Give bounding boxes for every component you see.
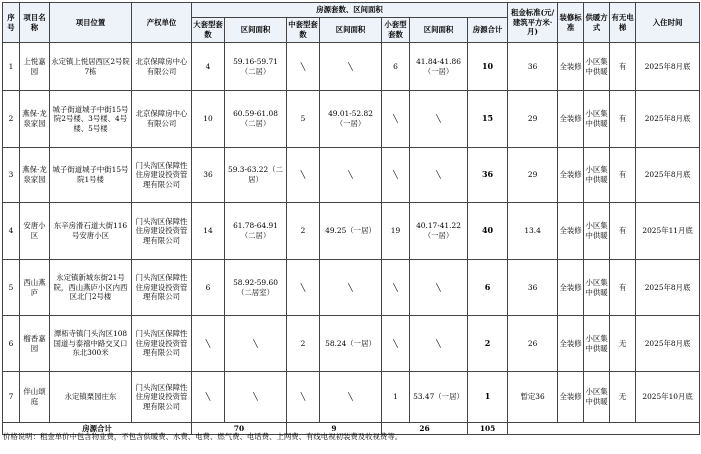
header-location: 项目位置 xyxy=(50,3,132,43)
housing-table xyxy=(2,2,700,435)
cell-seq: 6 xyxy=(3,316,20,372)
header-large: 大套型套数 xyxy=(192,18,225,43)
cell-large-area: 61.78-64.91（二居） xyxy=(225,203,287,260)
cell-medium-area: ╲ xyxy=(320,260,382,316)
totals-empty xyxy=(508,423,700,435)
cell-large-area: 59.16-59.71（二居） xyxy=(225,43,287,91)
cell-location: 永定镇栗园庄东 xyxy=(50,372,132,423)
cell-medium-area: 58.24（一居） xyxy=(320,316,382,372)
cell-seq: 1 xyxy=(3,43,20,91)
cell-elevator: 有 xyxy=(610,43,636,91)
cell-small-area: 41.84-41.86（一居） xyxy=(410,43,468,91)
cell-medium: 2 xyxy=(287,203,320,260)
cell-medium: ╲ xyxy=(287,372,320,423)
cell-move-in: 2025年8月底 xyxy=(636,260,700,316)
cell-medium: ╲ xyxy=(287,260,320,316)
cell-total: 36 xyxy=(468,148,508,203)
cell-small: ╲ xyxy=(382,91,410,148)
table-row xyxy=(3,372,700,423)
header-group: 房源套数、区间面积 xyxy=(192,3,508,18)
cell-medium-area: ╲ xyxy=(320,43,382,91)
table-row xyxy=(3,148,700,203)
cell-elevator: 无 xyxy=(610,372,636,423)
cell-medium: 5 xyxy=(287,91,320,148)
cell-large-area: ╲ xyxy=(225,316,287,372)
cell-total: 40 xyxy=(468,203,508,260)
cell-small: ╲ xyxy=(382,316,410,372)
cell-owner: 北京保障房中心有限公司 xyxy=(132,43,192,91)
cell-large-area: 59.3-63.22（二居） xyxy=(225,148,287,203)
header-large-area: 区间面积 xyxy=(225,18,287,43)
header-seq: 序号 xyxy=(3,3,20,43)
cell-location: 东辛房滑石道大街116号安唐小区 xyxy=(50,203,132,260)
cell-large: ╲ xyxy=(192,372,225,423)
cell-project: 上悦嘉园 xyxy=(20,43,50,91)
cell-small: ╲ xyxy=(382,260,410,316)
cell-location: 城子街道城子中街15号院1号楼 xyxy=(50,148,132,203)
cell-seq: 2 xyxy=(3,91,20,148)
cell-total: 1 xyxy=(468,372,508,423)
cell-location: 潭柘寺镇门头沟区108国道与泰禧中路交叉口东北300米 xyxy=(50,316,132,372)
cell-project: 伴山颂庭 xyxy=(20,372,50,423)
cell-total: 2 xyxy=(468,316,508,372)
cell-location: 永定镇新城东街21号院，西山燕庐小区内西区北门2号楼 xyxy=(50,260,132,316)
header-move-in: 入住时间 xyxy=(636,3,700,43)
cell-large: 36 xyxy=(192,148,225,203)
price-note: 价格说明：租金单价中包含物业费，不包含供暖费、水费、电费、燃气费、电话费、上网费、有线电视初装费及收视费等。 xyxy=(3,432,403,441)
cell-large-area: 60.59-61.08（二居） xyxy=(225,91,287,148)
header-small-area: 区间面积 xyxy=(410,18,468,43)
totals-total: 105 xyxy=(468,423,508,435)
cell-move-in: 2025年8月底 xyxy=(636,316,700,372)
cell-medium: ╲ xyxy=(287,43,320,91)
cell-seq: 5 xyxy=(3,260,20,316)
cell-decoration: 全装修 xyxy=(558,91,584,148)
table-row xyxy=(3,43,700,91)
cell-project: 西山燕庐 xyxy=(20,260,50,316)
cell-heating: 小区集中供暖 xyxy=(584,260,610,316)
cell-heating: 小区集中供暖 xyxy=(584,316,610,372)
cell-owner: 门头沟区保障性住房建设投资管理有限公司 xyxy=(132,260,192,316)
cell-move-in: 2025年11月底 xyxy=(636,203,700,260)
header-rent: 租金标准(元/建筑平方米·月) xyxy=(508,3,558,43)
cell-large-area: 58.92-59.60（二居室） xyxy=(225,260,287,316)
cell-move-in: 2025年8月底 xyxy=(636,43,700,91)
cell-medium-area: ╲ xyxy=(320,148,382,203)
cell-seq: 7 xyxy=(3,372,20,423)
cell-small-area: ╲ xyxy=(410,148,468,203)
totals-small: 26 xyxy=(382,423,468,435)
cell-seq: 4 xyxy=(3,203,20,260)
cell-owner: 门头沟区保障性住房建设投资管理有限公司 xyxy=(132,148,192,203)
cell-medium: ╲ xyxy=(287,148,320,203)
cell-rent: 26 xyxy=(508,316,558,372)
cell-heating: 小区集中供暖 xyxy=(584,203,610,260)
cell-decoration: 全装修 xyxy=(558,260,584,316)
cell-rent: 暂定36 xyxy=(508,372,558,423)
cell-small: 1 xyxy=(382,372,410,423)
cell-small: ╲ xyxy=(382,148,410,203)
cell-move-in: 2025年8月底 xyxy=(636,148,700,203)
cell-decoration: 全装修 xyxy=(558,316,584,372)
cell-rent: 29 xyxy=(508,91,558,148)
table-row xyxy=(3,260,700,316)
cell-small-area: 53.47（一居） xyxy=(410,372,468,423)
cell-elevator: 无 xyxy=(610,316,636,372)
cell-decoration: 全装修 xyxy=(558,148,584,203)
cell-location: 城子街道城子中街15号院2号楼、3号楼、4号楼、5号楼 xyxy=(50,91,132,148)
cell-small-area: ╲ xyxy=(410,316,468,372)
cell-owner: 门头沟区保障性住房建设投资管理有限公司 xyxy=(132,372,192,423)
header-medium: 中套型套数 xyxy=(287,18,320,43)
cell-move-in: 2025年10月底 xyxy=(636,372,700,423)
cell-location: 永定镇上悦居西区2号院7栋 xyxy=(50,43,132,91)
cell-small-area: 40.17-41.22（一居） xyxy=(410,203,468,260)
table-row xyxy=(3,316,700,372)
cell-rent: 29 xyxy=(508,148,558,203)
cell-project: 榴香嘉园 xyxy=(20,316,50,372)
cell-large: 14 xyxy=(192,203,225,260)
cell-owner: 北京保障房中心有限公司 xyxy=(132,91,192,148)
cell-owner: 门头沟区保障性住房建设投资管理有限公司 xyxy=(132,316,192,372)
totals-medium: 9 xyxy=(287,423,382,435)
cell-medium-area: 49.01-52.82（一居） xyxy=(320,91,382,148)
cell-large: 10 xyxy=(192,91,225,148)
table-row xyxy=(3,91,700,148)
cell-elevator: 有 xyxy=(610,91,636,148)
cell-medium: 2 xyxy=(287,316,320,372)
header-total: 房源合计 xyxy=(468,18,508,43)
cell-decoration: 全装修 xyxy=(558,372,584,423)
cell-heating: 小区集中供暖 xyxy=(584,43,610,91)
cell-move-in: 2025年8月底 xyxy=(636,91,700,148)
cell-large: 4 xyxy=(192,43,225,91)
cell-seq: 3 xyxy=(3,148,20,203)
cell-elevator: 有 xyxy=(610,148,636,203)
cell-small-area: ╲ xyxy=(410,91,468,148)
cell-project: 安唐小区 xyxy=(20,203,50,260)
cell-large: 6 xyxy=(192,260,225,316)
cell-elevator: 有 xyxy=(610,203,636,260)
header-owner: 产权单位 xyxy=(132,3,192,43)
cell-heating: 小区集中供暖 xyxy=(584,91,610,148)
table-row xyxy=(3,203,700,260)
cell-small: 19 xyxy=(382,203,410,260)
cell-rent: 36 xyxy=(508,260,558,316)
cell-elevator: 有 xyxy=(610,260,636,316)
header-elevator: 有无电梯 xyxy=(610,3,636,43)
cell-project: 燕保·龙泉家园 xyxy=(20,91,50,148)
cell-large: ╲ xyxy=(192,316,225,372)
header-decoration: 装修标准 xyxy=(558,3,584,43)
cell-total: 10 xyxy=(468,43,508,91)
cell-decoration: 全装修 xyxy=(558,203,584,260)
header-medium-area: 区间面积 xyxy=(320,18,382,43)
cell-total: 15 xyxy=(468,91,508,148)
cell-heating: 小区集中供暖 xyxy=(584,148,610,203)
cell-small: 6 xyxy=(382,43,410,91)
cell-project: 燕保·龙泉家园 xyxy=(20,148,50,203)
totals-large: 70 xyxy=(192,423,287,435)
cell-heating: 小区集中供暖 xyxy=(584,372,610,423)
cell-small-area: ╲ xyxy=(410,260,468,316)
cell-medium-area: ╲ xyxy=(320,372,382,423)
header-project: 项目名称 xyxy=(20,3,50,43)
cell-medium-area: 49.25（一居） xyxy=(320,203,382,260)
cell-total: 6 xyxy=(468,260,508,316)
cell-rent: 36 xyxy=(508,43,558,91)
totals-label: 房源合计 xyxy=(3,423,192,435)
header-small: 小套型套数 xyxy=(382,18,410,43)
cell-large-area: ╲ xyxy=(225,372,287,423)
cell-rent: 13.4 xyxy=(508,203,558,260)
cell-owner: 门头沟区保障性住房建设投资管理有限公司 xyxy=(132,203,192,260)
cell-decoration: 全装修 xyxy=(558,43,584,91)
header-heating: 供暖方式 xyxy=(584,3,610,43)
